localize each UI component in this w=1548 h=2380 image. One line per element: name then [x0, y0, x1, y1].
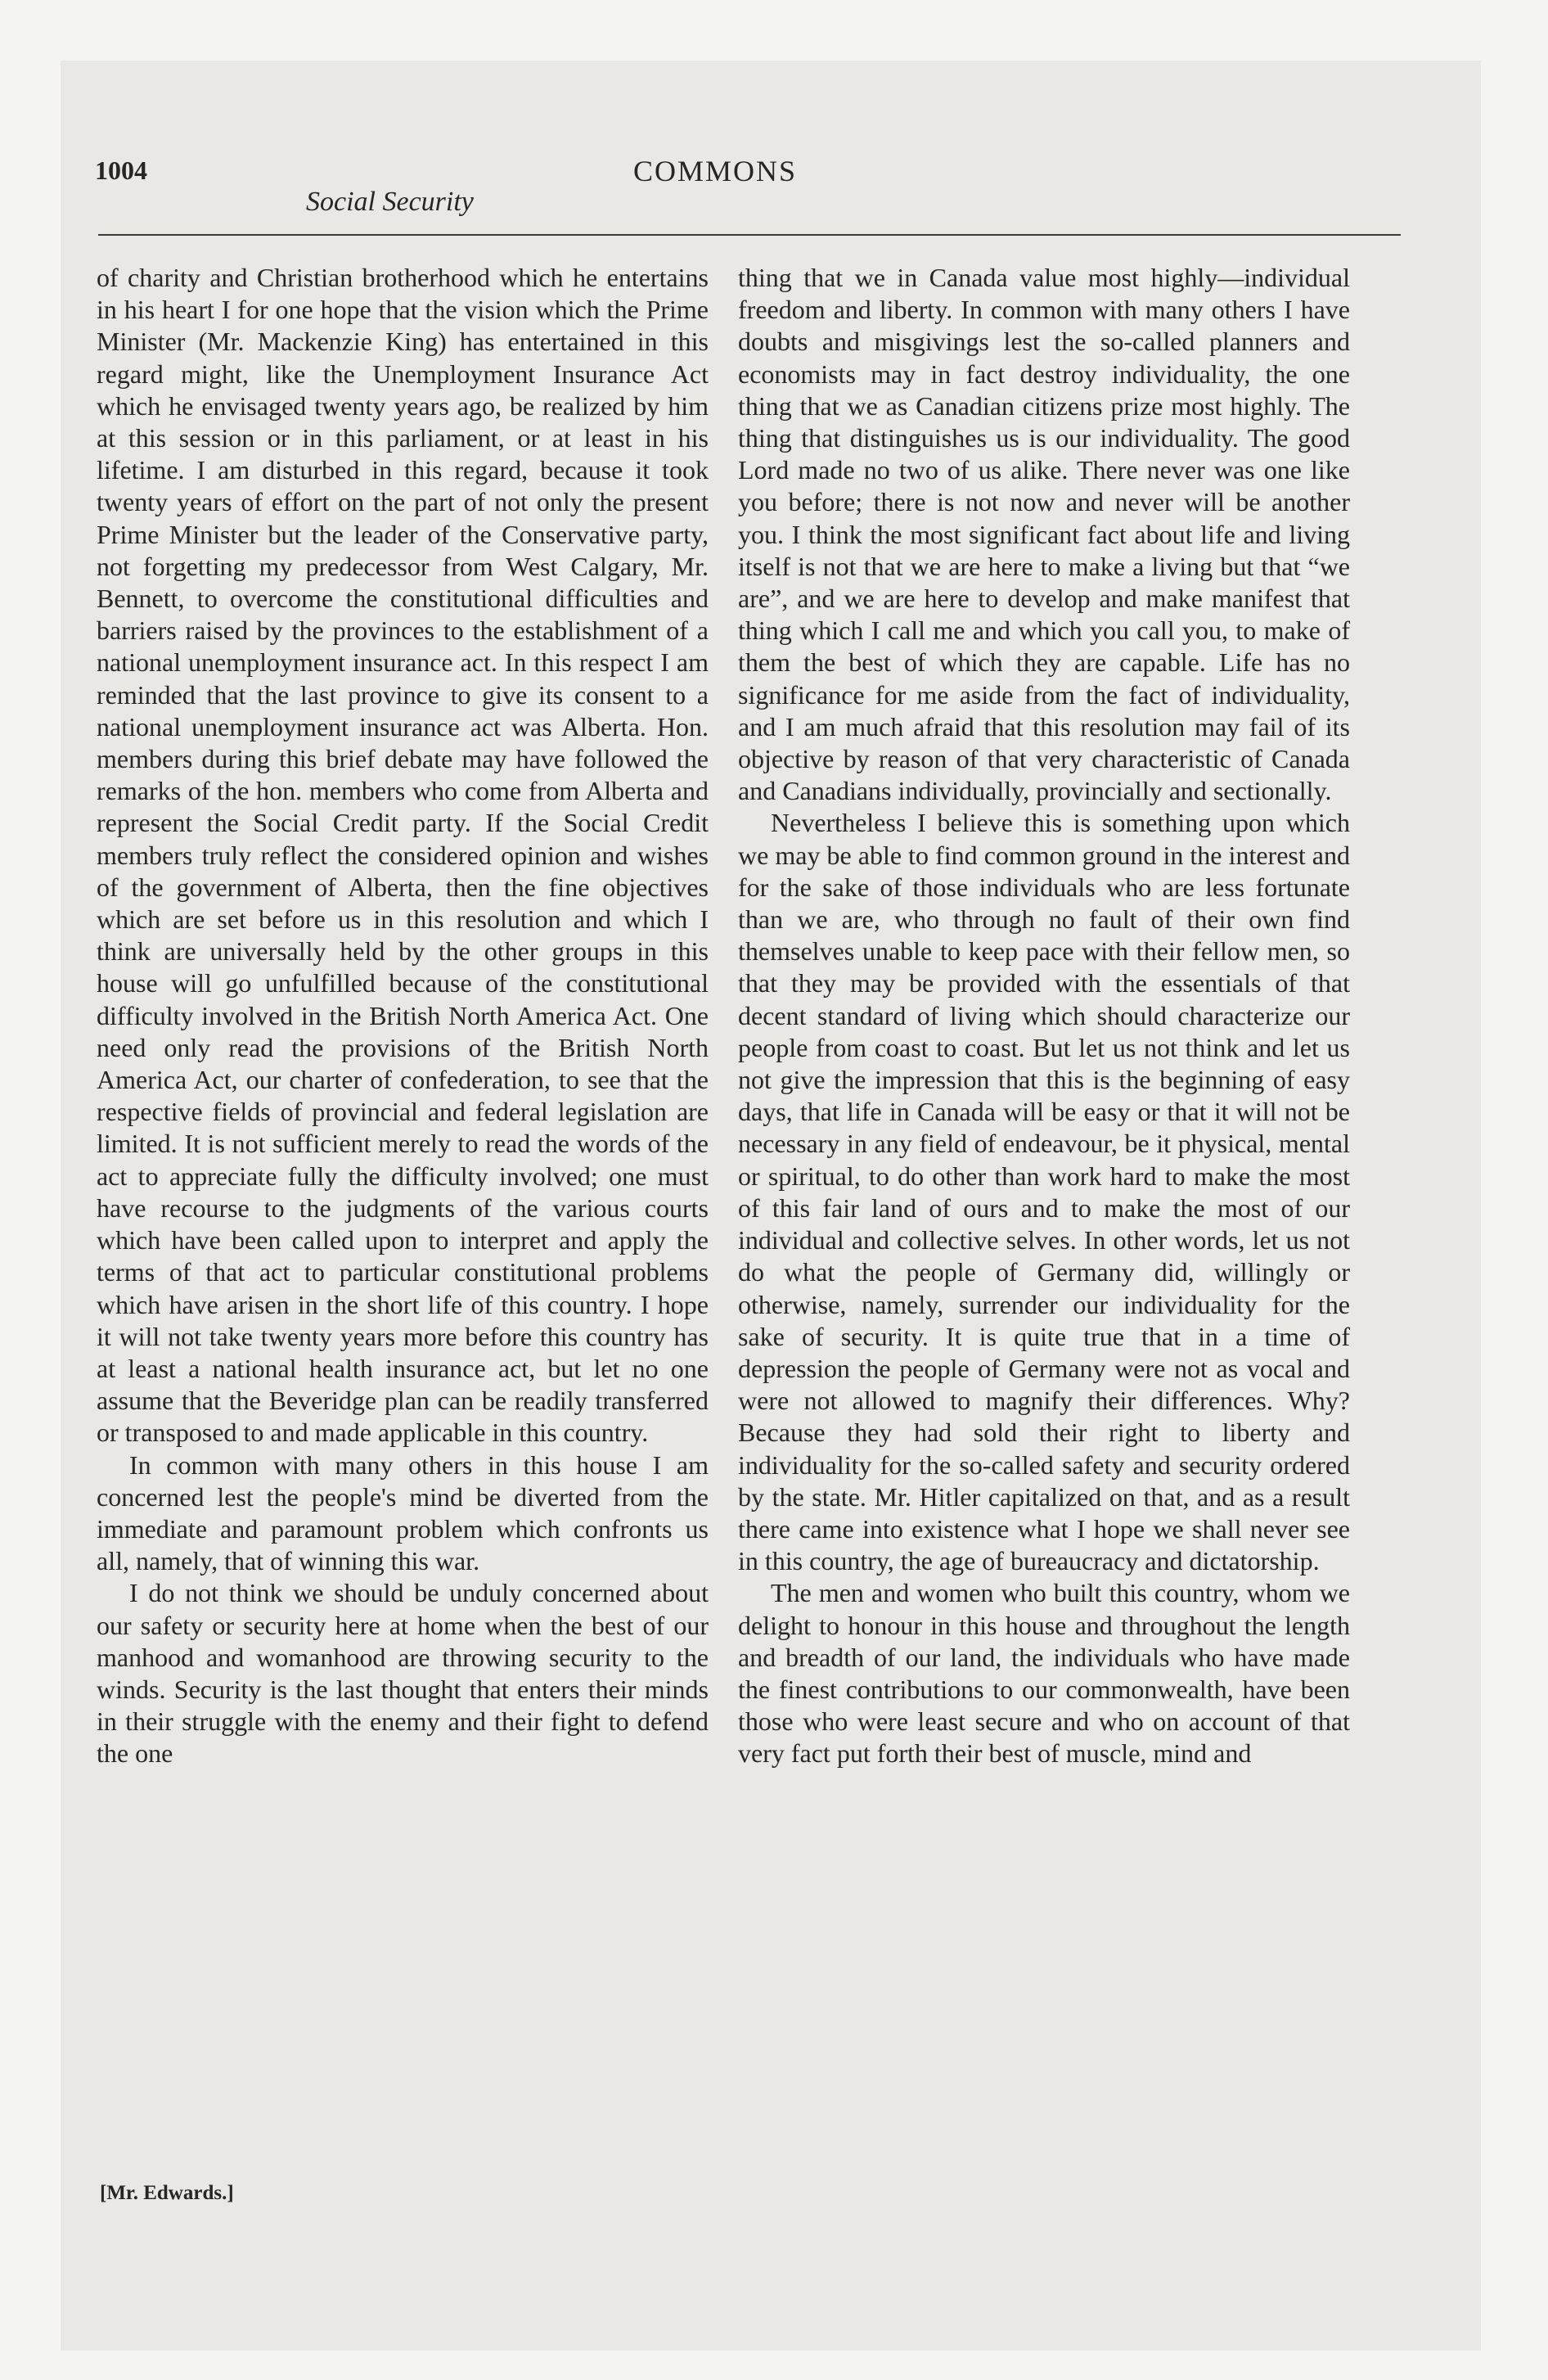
page-number: 1004 — [95, 156, 147, 185]
document-page — [61, 61, 1481, 2351]
paragraph: In common with many others in this house I am concerned lest the people's mind be diverted from the immediate and paramount problem which confronts us all, namely, that of winning this war. — [97, 1449, 709, 1576]
left-column — [97, 262, 709, 1770]
section-title: Social Security — [306, 187, 474, 217]
header-rule — [98, 234, 1401, 236]
paragraph: The men and women who built this country, whom we delight to honour in this house and throughout the length and breadth of our land, the individuals who have made the finest contributions to our commonwealth, have been those who were least secure and who on account of that very fact put forth their best of muscle, mind and — [738, 1578, 1350, 1769]
right-column — [738, 262, 1350, 1770]
paragraph: Nevertheless I believe this is something upon which we may be able to find common ground in the interest and for the sake of those individuals who are less fortunate than we are, who through no fault of their own find themselves unable to keep pace with their fellow men, so that they may be provided with the essentials of that decent standard of living which should characterize our people from coast to coast. But let us not think and let us not give the impression that this is the beginning of easy days, that life in Canada will be easy or that it will not be necessary in any field of endeavour, be it physical, mental or spiritual, to do other than work hard to make the most of this fair land of ours and to make the most of our individual and collective selves. In other words, let us not do what the people of Germany did, willingly or otherwise, namely, surrender our individuality for the sake of security. It is quite true that in a time of depression the people of Germany were not as vocal and were not allowed to magnify their differences. Why? Because they had sold their right to liberty and individuality for the so-called safety and security ordered by the state. Mr. Hitler capitalized on that, and as a result there came into existence what I hope we shall never see in this country, the age of bureaucracy and dictatorship. — [738, 808, 1350, 1576]
running-title: COMMONS — [633, 155, 798, 187]
paragraph: thing that we in Canada value most highly—individual freedom and liberty. In common with many others I have doubts and misgivings lest the so-called planners and economists may in fact destroy individuality, the one thing that we as Canadian citizens prize most highly. The thing that distinguishes us is our individuality. The good Lord made no two of us alike. There never was one like you before; there is not now and never will be another you. I think the most significant fact about life and living itself is not that we are here to make a living but that “we are”, and we are here to develop and make manifest that thing which I call me and which you call you, to make of them the best of which they are capable. Life has no significance for me aside from the fact of individuality, and I am much afraid that this resolution may fail of its objective by reason of that very characteristic of Canada and Canadians individually, provincially and sectionally. — [738, 263, 1350, 806]
speaker-attribution: [Mr. Edwards.] — [100, 2182, 234, 2204]
paragraph: I do not think we should be unduly concerned about our safety or security here at home when the best of our manhood and womanhood are throwing security to the winds. Security is the last thought that enters their minds in their struggle with the enemy and their fight to defend the one — [97, 1578, 709, 1769]
page-header — [61, 61, 1481, 257]
paragraph: of charity and Christian brotherhood which he entertains in his heart I for one hope that the vision which the Prime Minister (Mr. Mackenzie King) has entertained in this regard might, like the Unemployment Insurance Act which he envisaged twenty years ago, be realized by him at this session or in this parliament, or at least in his lifetime. I am disturbed in this regard, because it took twenty years of effort on the part of not only the present Prime Minister but the leader of the Conservative party, not forgetting my predecessor from West Calgary, Mr. Bennett, to overcome the constitutional difficulties and barriers raised by the provinces to the establishment of a national unemployment insurance act. In this respect I am reminded that the last province to give its consent to a national unemployment insurance act was Alberta. Hon. members during this brief debate may have followed the remarks of the hon. members who come from Alberta and represent the Social Credit party. If the Social Credit members truly reflect the considered opinion and wishes of the government of Alberta, then the fine objectives which are set before us in this resolution and which I think are universally held by the other groups in this house will go unfulfilled because of the constitutional difficulty involved in the British North America Act. One need only read the provisions of the British North America Act, our charter of confederation, to see that the respective fields of provincial and federal legislation are limited. It is not sufficient merely to read the words of the act to appreciate fully the difficulty involved; one must have recourse to the judgments of the various courts which have been called upon to interpret and apply the terms of that act to particular constitutional problems which have arisen in the short life of this country. I hope it will not take twenty years more before this country has at least a national health insurance act, but let no one assume that the Beveridge plan can be readily transferred or transposed to and made applicable in this country. — [97, 263, 709, 1448]
